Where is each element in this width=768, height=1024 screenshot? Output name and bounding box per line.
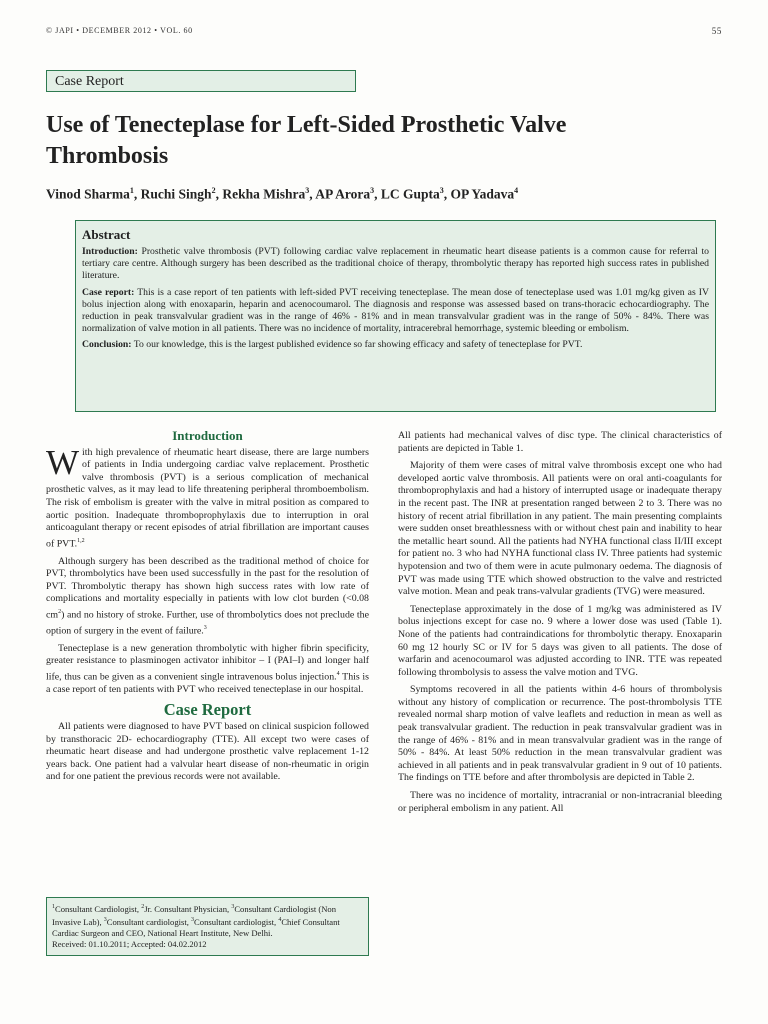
affiliation-mark: 2 — [141, 904, 145, 910]
journal-issue: © JAPI • DECEMBER 2012 • VOL. 60 — [46, 26, 193, 35]
article-title: Use of Tenecteplase for Left-Sided Prosthetic Valve Thrombosis — [46, 112, 567, 169]
abstract-intro-label: Introduction: — [82, 246, 138, 257]
case-paragraph-6: There was no incidence of mortality, intracranial or non-intracranial bleeding or peripheral embolism in any patient. All — [398, 790, 722, 814]
affiliation-mark: 4 — [278, 917, 282, 924]
abstract-introduction — [82, 246, 709, 283]
case-paragraph-3: Majority of them were cases of mitral valve thrombosis except one who had developed aortic valve thrombosis. All patients were on oral anti-coagulants for thromboprophylaxis and had a history of interrupted usage or inadequate therapy in the recent past. The INR at presentation ranged between 2 to 3. There was no history of recent atrial fibrillation in any patient. The main presenting complaints were sudden onset breathlessness with or without chest pain and inability to hear the metallic heart sound. All the patients had NYHA functional class II/III except for patient no. 3 who had NYHA functional class IV. Three patients had systemic hypotension and two of them were in acute pulmonary oedema. The diagnosis of PVT was made using TTE which showed obstruction to the valve and restricted valve motion. Mean and peak trans-valvular gradients (TVG) were measured. — [398, 460, 722, 598]
author-name: Rekha Mishra — [222, 186, 306, 202]
author-name: Ruchi Singh — [140, 186, 212, 202]
affiliation-text: Consultant Cardiologist, — [55, 903, 142, 914]
affiliation-mark: 3 — [191, 917, 195, 924]
case-paragraph-5: Symptoms recovered in all the patients within 4-6 hours of thrombolysis without any history of complication or recurrence. The post-thrombolysis TTE revealed normal sharp motion of valve leaflets and reduction in mean as well as peak transvalvular gradient. The reduction in peak transvalvular gradient was in the range of 46% - 81% and in mean transvalvular gradient was in the range of 50% - 84%. At least 50% reduction in the mean transvalvular gradient was achieved in all patients and in peak transvalvular gradient in 9 out of 10 patients. The findings on TTE before and after thrombolysis are depicted in Table 2. — [398, 684, 722, 784]
right-column — [398, 430, 722, 820]
abstract-intro-text: Prosthetic valve thrombosis (PVT) following cardiac valve replacement in rheumatic heart disease patients is a common cause for referral to tertiary care centre. Although surgery has been described as the traditional choice of therapy, thrombolytic therapy has reported high success rates in published literature. — [82, 246, 709, 282]
citation: 1,2 — [77, 537, 85, 544]
affiliation-mark: 1 — [129, 186, 134, 195]
affiliation-text: Jr. Consultant Physician, — [144, 903, 232, 914]
author-name: AP Arora — [315, 186, 371, 202]
affiliation-mark: 3 — [370, 186, 375, 195]
abstract-case-label: Case report: — [82, 286, 135, 298]
affiliation-mark: 3 — [439, 186, 444, 195]
abstract-heading: Abstract — [82, 227, 131, 242]
abstract-conclusion-text: To our knowledge, this is the largest published evidence so far showing efficacy and safety of tenecteplase for PVT. — [133, 339, 583, 351]
abstract-case-text: This is a case report of ten patients with left-sided PVT receiving tenecteplase. The mean dose of tenecteplase used was 1.01 mg/kg given as IV bolus injection along with enoxaparin, heparin and acenocoumarol. The diagnosis and response was assessed based on trans-thoracic echocardiography. The reduction in peak transvalvular gradient was in the range of 46% - 81% and in mean transvalvular gradient was in the range of 50% - 84%. There was normalization of valve motion in all patients. There was no incidence of mortality, intracerebral hemorrhage, systemic bleeding or embolism. — [82, 286, 710, 335]
intro-paragraph-2-text-a: Although surgery has been described as the traditional method of choice for PVT, thrombolytics have been used successfully in the past for the resolution of PVT. Thrombolytic therapy has shown high success rates with low rate of complications and mortality especially in patients with low clot burden (<0.08 cm — [46, 555, 369, 621]
intro-paragraph-3-tail: This is a case report of ten patients with PVT who received tenecteplase in our hospital. — [46, 671, 369, 695]
affiliation-footnote — [46, 897, 369, 956]
affiliation-text: Consultant cardiologist, — [194, 916, 279, 927]
citation: 3 — [203, 624, 207, 631]
abstract-conclusion — [82, 339, 709, 351]
affiliation-mark: 3 — [305, 186, 310, 195]
drop-cap: W — [46, 442, 80, 482]
case-paragraph-2: All patients had mechanical valves of disc type. The clinical characteristics of patients are depicted in Table 1. — [398, 430, 722, 454]
section-label: Case Report — [46, 70, 356, 92]
intro-paragraph-3 — [46, 643, 369, 697]
author-name: Vinod Sharma — [46, 186, 130, 202]
left-column — [46, 430, 369, 789]
running-head — [46, 26, 722, 35]
abstract-conclusion-label: Conclusion: — [82, 339, 132, 351]
page-number: 55 — [711, 26, 722, 36]
intro-paragraph-3-text: Tenecteplase is a new generation thrombolytic with higher fibrin specificity, greater resistance to plasminogen activator inhibitor – I (PAI–I) and longer half life, thus can be given as a convenient single intravenous bolus injection. — [46, 642, 369, 683]
case-report-heading: Case Report — [163, 700, 252, 720]
citation: 4 — [336, 670, 340, 677]
author-name: OP Yadava — [450, 186, 515, 202]
superscript: 2 — [58, 609, 62, 616]
affiliation-mark: 3 — [231, 904, 235, 910]
affiliation-mark: 4 — [514, 186, 519, 195]
affiliation-mark: 1 — [52, 904, 55, 910]
intro-paragraph-2 — [46, 556, 369, 638]
affiliation-mark: 2 — [211, 186, 216, 195]
intro-paragraph-1 — [46, 442, 369, 551]
affiliation-text: Consultant cardiologist, — [106, 916, 192, 927]
intro-paragraph-2-text-b: ) and no history of stroke. Further, use of thrombolytics does not preclude the option of surgery in the event of failure. — [46, 609, 369, 637]
abstract-box — [75, 220, 716, 412]
introduction-heading: Introduction — [172, 428, 243, 443]
author-name: LC Gupta — [380, 186, 440, 202]
case-paragraph-4: Tenecteplase approximately in the dose of 1 mg/kg was administered as IV bolus injections except for case no. 9 where a lower dose was used (Table 1). None of the patients had contraindications for thrombolytic therapy. Enoxaparin 60 mg 12 hourly SC or IV for 5 days was given to all patients. The dose of warfarin and acenocoumarol was adjusted according to INR. TTE was repeated following thrombolysis to assess the valve motion and TVG. — [398, 603, 722, 678]
affiliation-mark: 3 — [103, 917, 107, 924]
author-list: Vinod Sharma$^1$, Ruchi Singh$^2$, Rekha Mishra$^3$, AP Arora$^3$, LC Gupta$^3$, OP Yadava$^4$ — [46, 186, 519, 202]
abstract-case-report — [82, 287, 709, 336]
intro-paragraph-1-text: ith high prevalence of rheumatic heart disease, there are large numbers of patients in India undergoing cardiac valve replacement. Prosthetic valve thrombosis (PVT) is a serious complication of mechanical prosthetic valves, as it may lead to life threatening peripheral thromboembolism. The risk of embolism is greater with the valve in mitral position as compared to aortic position. Inadequate thromboprophylaxis due to interruption in oral anticoagulant therapy or recent episodes of atrial fibrillation are important causes of PVT. — [46, 446, 369, 550]
received-accepted-dates: Received: 01.10.2011; Accepted: 04.02.2012 — [52, 939, 207, 950]
case-paragraph-1: All patients were diagnosed to have PVT based on clinical suspicion followed by transthoracic 2D- echocardiography (TTE). All except two were cases of rheumatic heart disease and had undergone prosthetic valve replacement 1-12 years back. One patient had a valvular heart disease of non-rheumatic in origin and for one patient the previous records were not available. — [46, 721, 369, 783]
affiliation-text: Chief Consultant Cardiac Surgeon and CEO, National Heart Institute, New Delhi. — [52, 916, 340, 939]
affiliation-text: Consultant Cardiologist (Non Invasive Lab), — [52, 903, 337, 927]
